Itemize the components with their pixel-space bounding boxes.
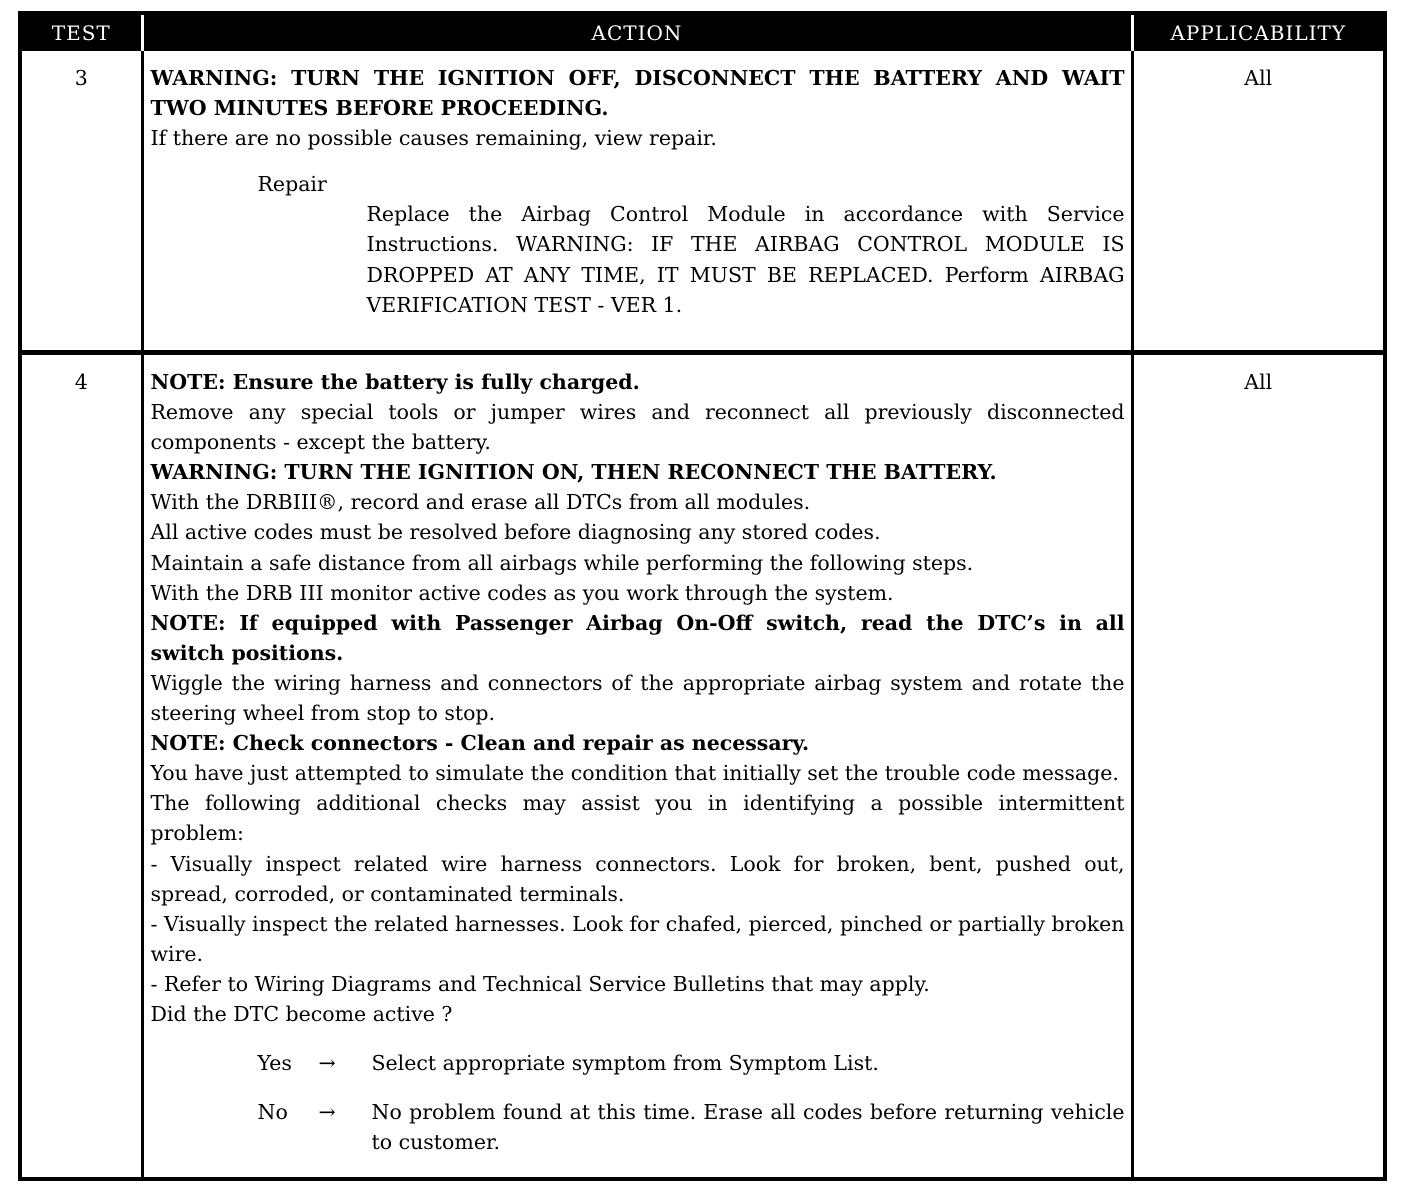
no-arrow-icon: → <box>318 1100 336 1125</box>
step-4-action <box>142 353 1132 1178</box>
step-3-action <box>142 51 1132 353</box>
step-4-number: 4 <box>74 370 88 394</box>
simulate-text: You have just attempted to simulate the condition that initially set the trouble code message. <box>150 761 1119 786</box>
monitor-codes-text: With the DRB III monitor active codes as you work through the system. <box>150 580 894 605</box>
no-text: No problem found at this time. Erase all codes before returning vehicle to customer. <box>371 1100 1125 1155</box>
additional-checks-text: The following additional checks may assist you in identifying a possible intermittent problem: <box>150 791 1125 846</box>
header-row <box>22 15 1383 51</box>
step-3-instruction: If there are no possible causes remaining, view repair. <box>150 126 717 151</box>
repair-label: Repair <box>257 172 327 197</box>
header-action: ACTION <box>142 15 1132 51</box>
step-4-applicability: All <box>1132 353 1383 1178</box>
warning-ignition: WARNING: TURN THE IGNITION ON, THEN RECONNECT THE BATTERY. <box>150 460 997 485</box>
header-test: TEST <box>22 15 142 51</box>
resolve-active-text: All active codes must be resolved before diagnosing any stored codes. <box>150 520 881 545</box>
wiggle-text: Wiggle the wiring harness and connectors of the appropriate airbag system and rotate the steering wheel from stop to stop. <box>150 670 1125 726</box>
procedure-table <box>22 15 1383 1177</box>
yes-label: Yes <box>257 1051 292 1076</box>
step-3-number: 3 <box>22 51 142 353</box>
procedure-table-frame <box>18 11 1387 1181</box>
check-bulletins-text: - Refer to Wiring Diagrams and Technical Service Bulletins that may apply. <box>150 971 930 996</box>
repair-text: Replace the Airbag Control Module in accordance with Service Instructions. WARNING: IF THE AIRBAG CONTROL MODULE IS DROPPED AT ANY TIME, IT MUST BE REPLACED. Perform AIRBAG VERIFICATION TEST - VER 1. <box>366 202 1125 317</box>
note-switch: NOTE: If equipped with Passenger Airbag On-Off switch, read the DTC’s in all switch positions. <box>150 610 1125 665</box>
no-label: No <box>257 1100 288 1125</box>
no-branch <box>258 1097 1125 1157</box>
table-row-step-4 <box>22 353 1383 1178</box>
table-row-step-3 <box>22 51 1383 353</box>
step-3-applicability: All <box>1132 51 1383 353</box>
remove-tools-text: Remove any special tools or jumper wires and reconnect all previously disconnected components - except the battery. <box>150 400 1125 455</box>
yes-arrow-icon: → <box>318 1051 336 1076</box>
yes-branch <box>258 1048 1125 1078</box>
header-applicability: APPLICABILITY <box>1132 15 1383 51</box>
note-battery: NOTE: Ensure the battery is fully charged. <box>150 370 640 394</box>
note-connectors: NOTE: Check connectors - Clean and repair as necessary. <box>150 731 810 756</box>
question-text: Did the DTC become active ? <box>150 1001 453 1026</box>
check-harnesses-text: - Visually inspect the related harnesses. Look for chafed, pierced, pinched or partially broken wire. <box>150 911 1125 966</box>
record-erase-text: With the DRBIII®, record and erase all DTCs from all modules. <box>150 490 811 515</box>
yes-text: Select appropriate symptom from Symptom List. <box>371 1051 879 1076</box>
safe-distance-text: Maintain a safe distance from all airbags while performing the following steps. <box>150 550 974 575</box>
step-3-warning: WARNING: TURN THE IGNITION OFF, DISCONNECT THE BATTERY AND WAIT TWO MINUTES BEFORE PROCEEDING. <box>150 66 1125 121</box>
check-connectors-text: - Visually inspect related wire harness connectors. Look for broken, bent, pushed out, spread, corroded, or contaminated terminals. <box>150 851 1125 906</box>
